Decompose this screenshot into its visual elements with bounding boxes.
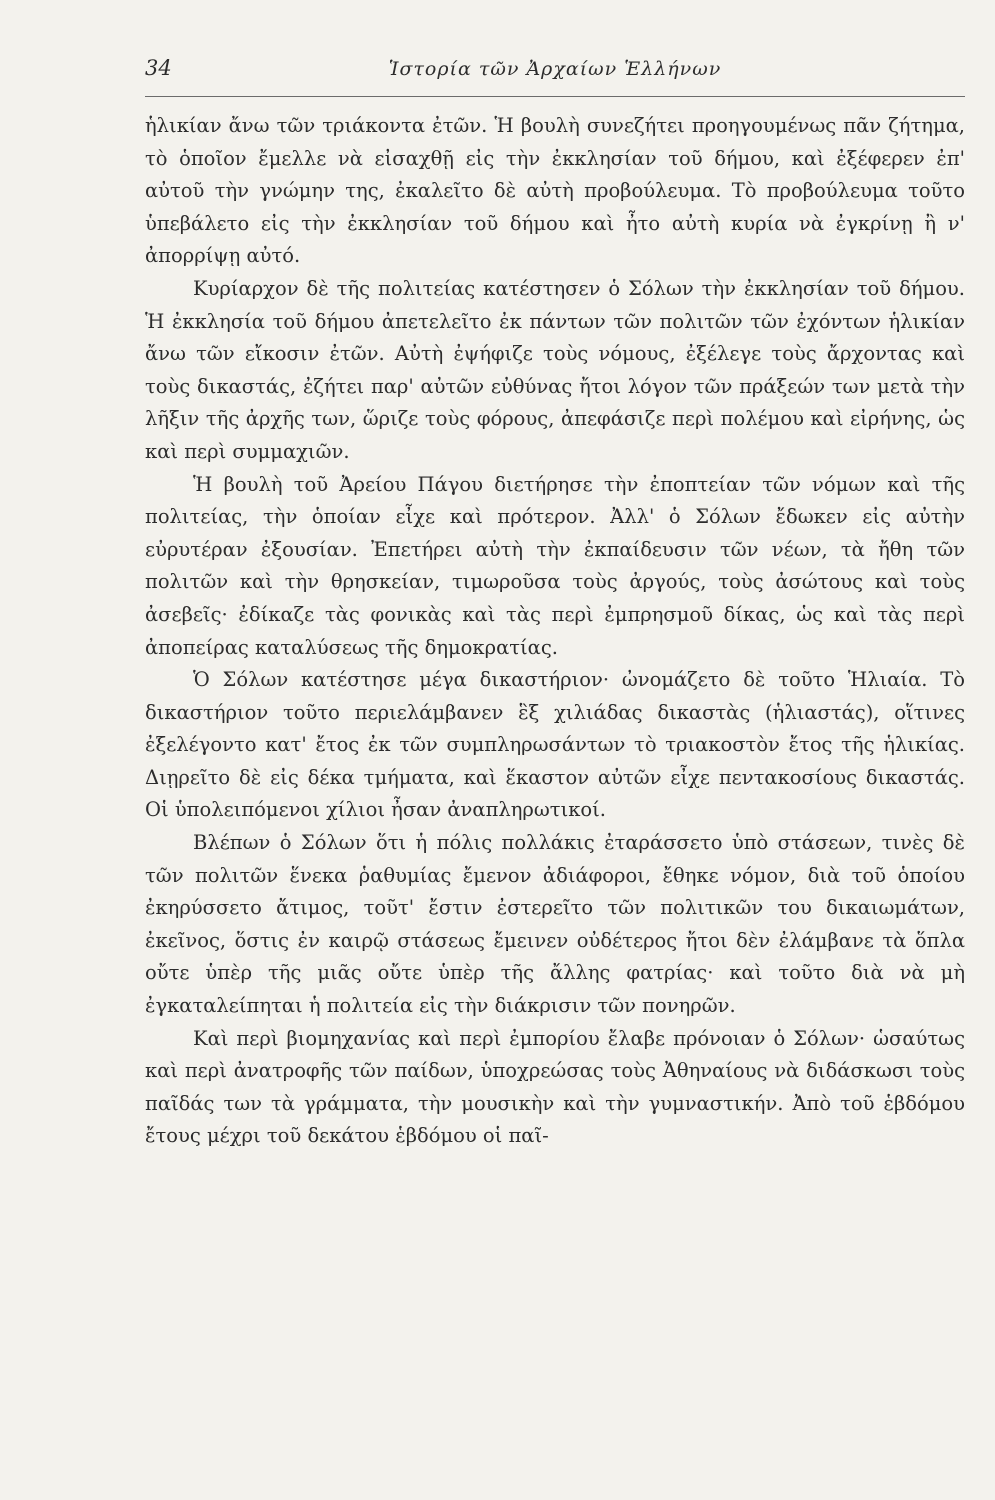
page-number: 34: [145, 56, 172, 80]
paragraph: Κυρίαρχον δὲ τῆς πολιτείας κατέστησεν ὁ Σόλων τὴν ἐκκλησίαν τοῦ δήμου. Ἡ ἐκκλησία τοῦ δήμου ἀπετελεῖτο ἐκ πάντων τῶν πολιτῶν τῶν ἐχόντων ἡλικίαν ἄνω τῶν εἴκοσιν ἐτῶν. Αὐτὴ ἐψήφιζε τοὺς νόμους, ἐξέλεγε τοὺς ἄρχοντας καὶ τοὺς δικαστάς, ἐζήτει παρ' αὐτῶν εὐθύνας ἤτοι λόγον τῶν πράξεών των μετὰ τὴν λῆξιν τῆς ἀρχῆς των, ὥριζε τοὺς φόρους, ἀπεφάσιζε περὶ πολέμου καὶ εἰρήνης, ὡς καὶ περὶ συμμαχιῶν.: [145, 276, 965, 463]
paragraph: Ἡ βουλὴ τοῦ Ἀρείου Πάγου διετήρησε τὴν ἐποπτείαν τῶν νόμων καὶ τῆς πολιτείας, τὴν ὁποίαν εἶχε καὶ πρότερον. Ἀλλ' ὁ Σόλων ἔδωκεν εἰς αὐτὴν εὐρυτέραν ἐξουσίαν. Ἐπετήρει αὐτὴ τὴν ἐκπαίδευσιν τῶν νέων, τὰ ἤθη τῶν πολιτῶν καὶ τὴν θρησκείαν, τιμωροῦσα τοὺς ἀργούς, τοὺς ἀσώτους καὶ τοὺς ἀσεβεῖς· ἐδίκαζε τὰς φονικὰς καὶ τὰς περὶ ἐμπρησμοῦ δίκας, ὡς καὶ τὰς περὶ ἀποπείρας καταλύσεως τῆς δημοκρατίας.: [145, 472, 965, 659]
body-text: [145, 110, 965, 1153]
paragraph: Βλέπων ὁ Σόλων ὅτι ἡ πόλις πολλάκις ἐταράσσετο ὑπὸ στάσεων, τινὲς δὲ τῶν πολιτῶν ἕνεκα ῥαθυμίας ἔμενον ἀδιάφοροι, ἔθηκε νόμον, διὰ τοῦ ὁποίου ἐκηρύσσετο ἄτιμος, τοῦτ' ἔστιν ἐστερεῖτο τῶν πολιτικῶν του δικαιωμάτων, ἐκεῖνος, ὅστις ἐν καιρῷ στάσεως ἔμεινεν οὐδέτερος ἤτοι δὲν ἐλάμβανε τὰ ὅπλα οὔτε ὑπὲρ τῆς μιᾶς οὔτε ὑπὲρ τῆς ἄλλης φατρίας· καὶ τοῦτο διὰ νὰ μὴ ἐγκαταλείπηται ἡ πολιτεία εἰς τὴν διάκρισιν τῶν πονηρῶν.: [145, 831, 965, 1018]
paragraph: Ὁ Σόλων κατέστησε μέγα δικαστήριον· ὠνομάζετο δὲ τοῦτο Ἡλιαία. Τὸ δικαστήριον τοῦτο περιελάμβανεν ἓξ χιλιάδας δικαστὰς (ἡλιαστάς), οἵτινες ἐξελέγοντο κατ' ἔτος ἐκ τῶν συμπληρωσάντων τὸ τριακοστὸν ἔτος τῆς ἡλικίας. Διῃρεῖτο δὲ εἰς δέκα τμήματα, καὶ ἕκαστον αὐτῶν εἶχε πεντακοσίους δικαστάς. Οἱ ὑπολειπόμενοι χίλιοι ἦσαν ἀναπληρωτικοί.: [145, 668, 965, 822]
paragraph: Καὶ περὶ βιομηχανίας καὶ περὶ ἐμπορίου ἔλαβε πρόνοιαν ὁ Σόλων· ὡσαύτως καὶ περὶ ἀνατροφῆς τῶν παίδων, ὑποχρεώσας τοὺς Ἀθηναίους νὰ διδάσκωσι τοὺς παῖδάς των τὰ γράμματα, τὴν μουσικὴν καὶ τὴν γυμναστικήν. Ἀπὸ τοῦ ἑβδόμου ἔτους μέχρι τοῦ δεκάτου ἑβδόμου οἱ παῖ-: [145, 1026, 965, 1148]
page-header: [145, 56, 965, 96]
running-title: Ἱστορία τῶν Ἀρχαίων Ἑλλήνων: [388, 58, 722, 80]
paragraph: ἡλικίαν ἄνω τῶν τριάκοντα ἐτῶν. Ἡ βουλὴ συνεζήτει προηγουμένως πᾶν ζήτημα, τὸ ὁποῖον ἔμελλε νὰ εἰσαχθῇ εἰς τὴν ἐκκλησίαν τοῦ δήμου, καὶ ἐξέφερεν ἐπ' αὐτοῦ τὴν γνώμην της, ἐκαλεῖτο δὲ αὐτὴ προβούλευμα. Τὸ προβούλευμα τοῦτο ὑπεβάλετο εἰς τὴν ἐκκλησίαν τοῦ δήμου καὶ ἦτο αὐτὴ κυρία νὰ ἐγκρίνῃ ἢ ν' ἀπορρίψῃ αὐτό.: [145, 114, 965, 268]
header-rule: [145, 96, 965, 97]
